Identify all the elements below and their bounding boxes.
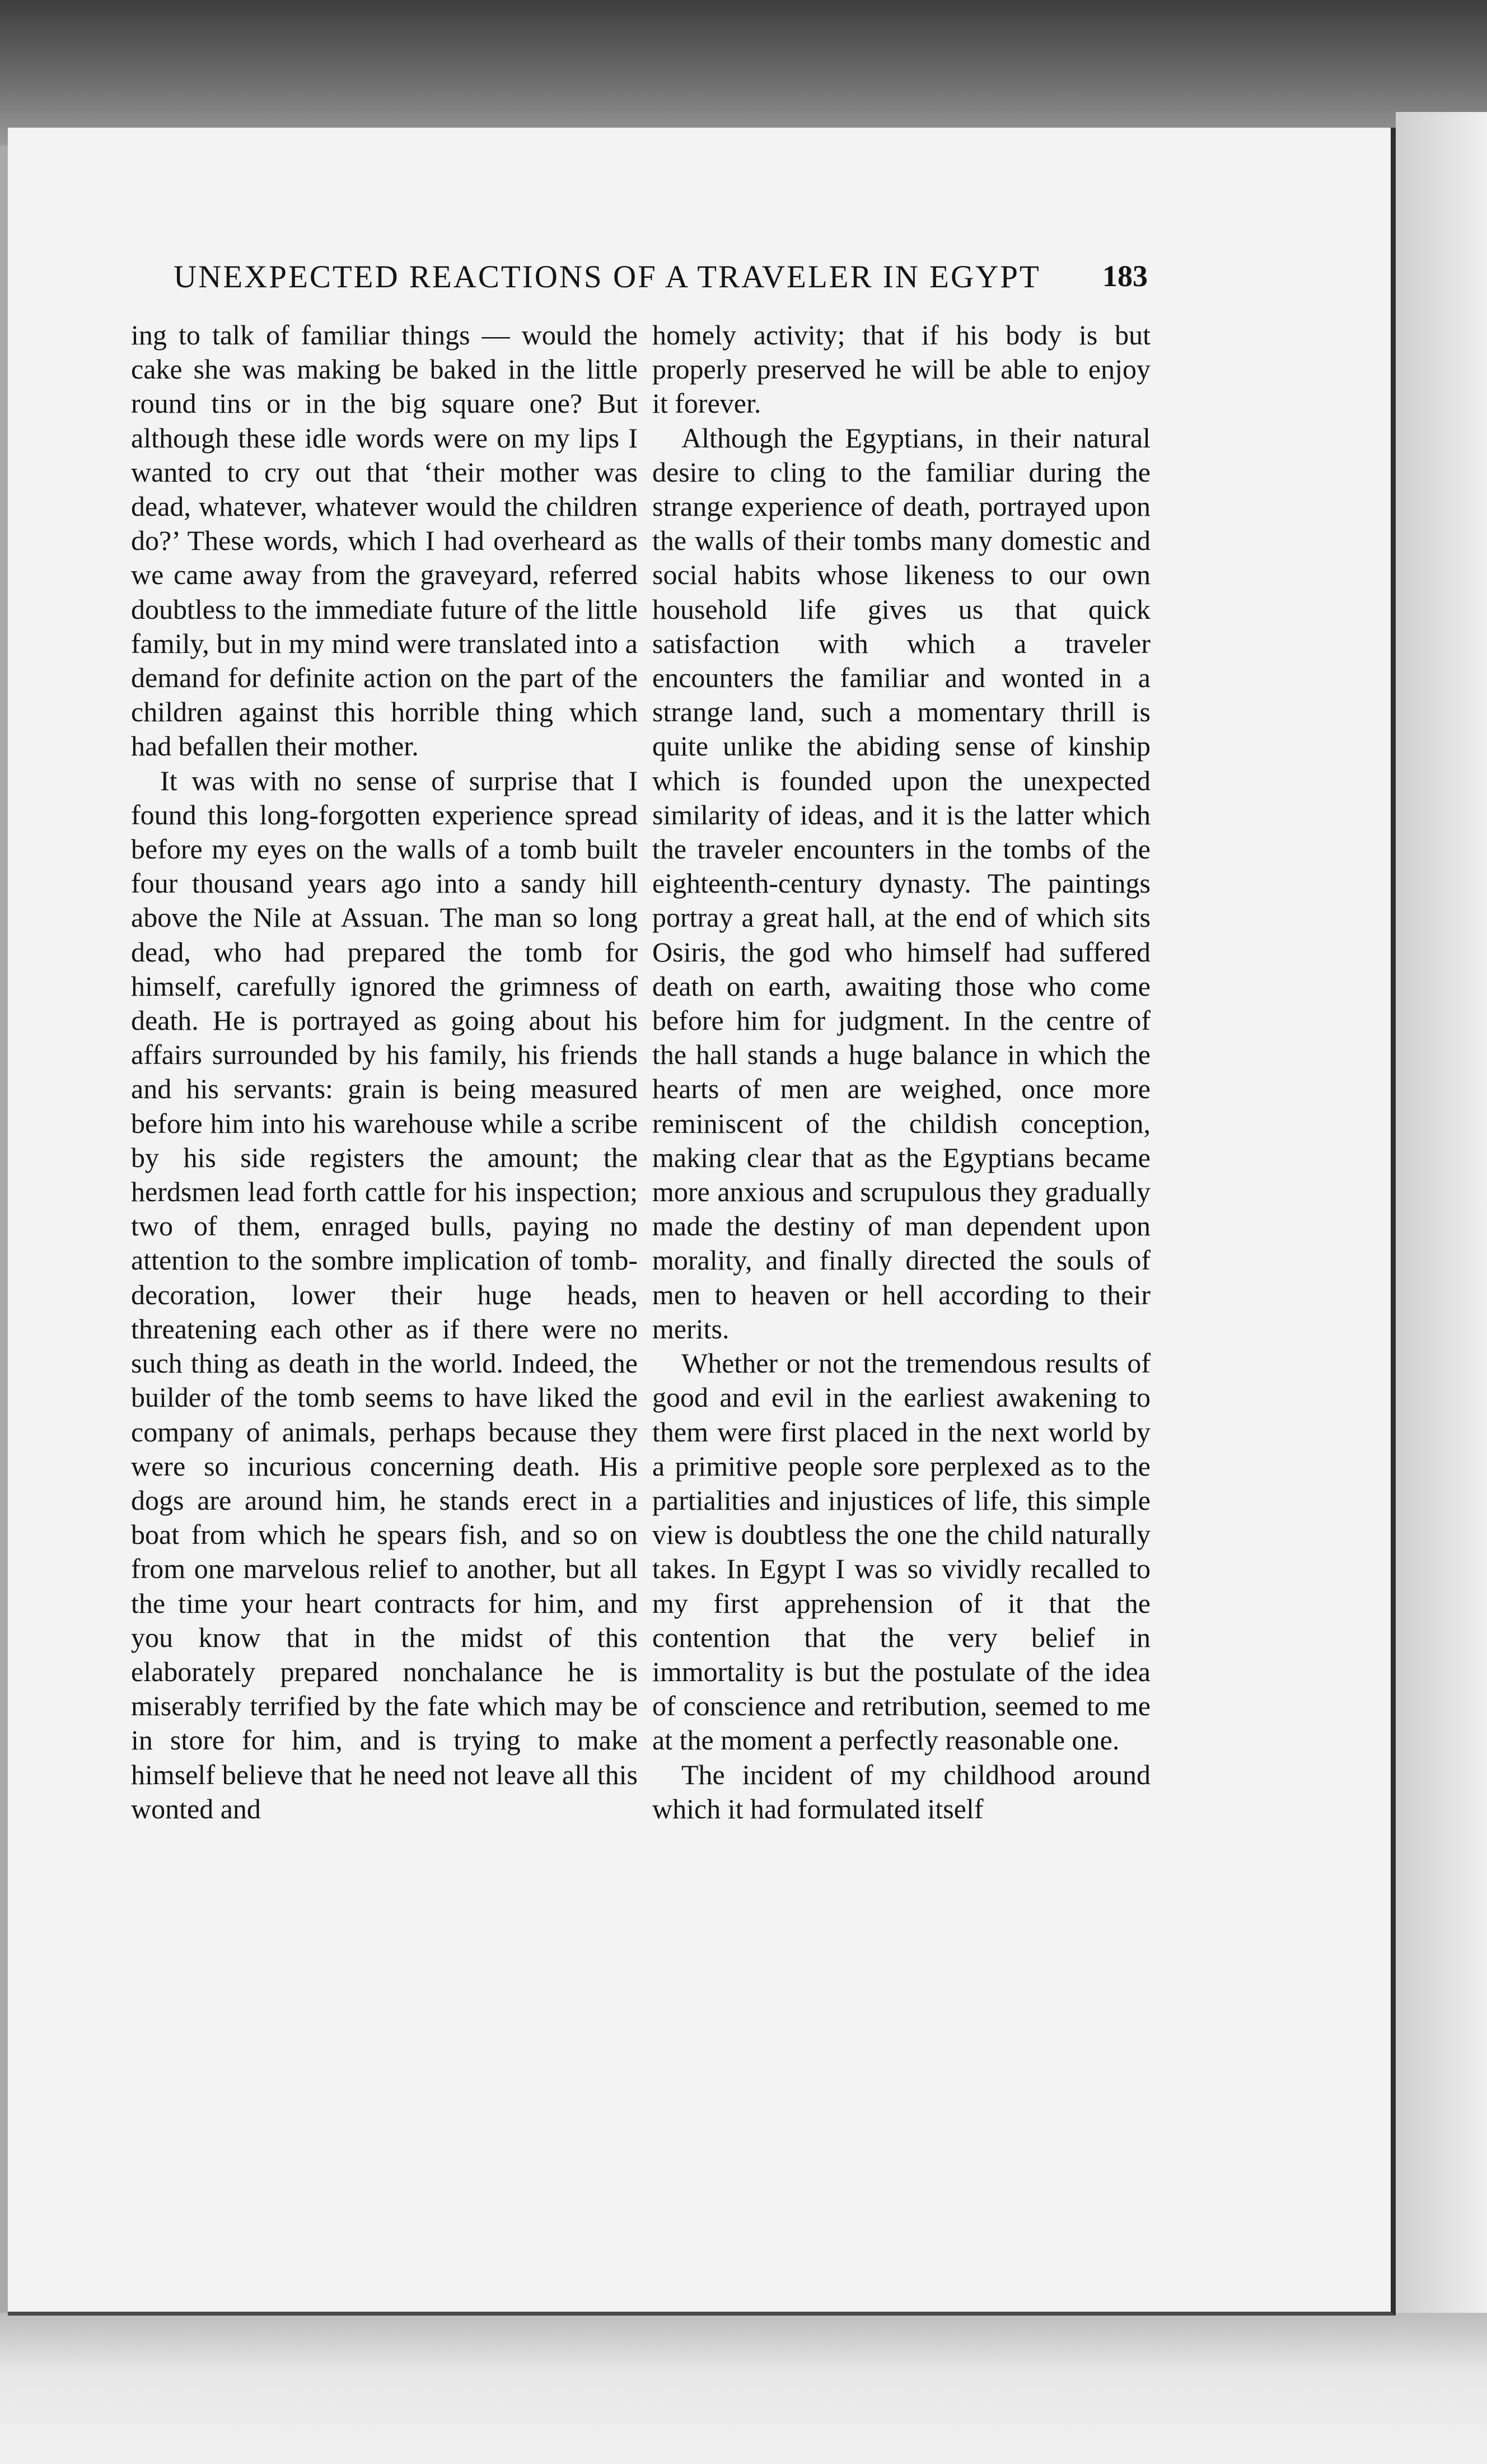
scan-right-margin: [1396, 112, 1487, 2313]
scan-top-border: [0, 0, 1487, 146]
page-number: 183: [1102, 259, 1148, 293]
paragraph: Although the Egyptians, in their natural desire to cling to the familiar during the strange experience of death, portrayed upon the walls of their tombs many domestic and social habits whose likeness to our own household life gives us that quick satisfaction with which a traveler encounters the familiar and wonted in a strange land, such a momentary thrill is quite unlike the abiding sense of kinship which is founded upon the unexpected similarity of ideas, and it is the latter which the traveler encounters in the tombs of the eighteenth-century dynasty. The paintings portray a great hall, at the end of which sits Osiris, the god who himself had suffered death on earth, awaiting those who come before him for judgment. In the centre of the hall stands a huge balance in which the hearts of men are weighed, once more reminiscent of the childish conception, making clear that as the Egyptians became more anxious and scrupulous they gradually made the destiny of man dependent upon morality, and finally directed the souls of men to heaven or hell according to their merits.: [652, 422, 1151, 1345]
paragraph: ing to talk of familiar things — would the cake she was making be baked in the little round tins or in the big square one? But although these idle words were on my lips I wanted to cry out that ‘their mother was dead, whatever, whatever would the children do?’ These words, which I had overheard as we came away from the graveyard, referred doubtless to the immediate future of the little family, but in my mind were translated into a demand for definite action on the part of the children against this horrible thing which had befallen their mother.: [131, 319, 638, 762]
page-header: [174, 259, 1148, 298]
paragraph: It was with no sense of surprise that I found this long-forgotten experience spread before my eyes on the walls of a tomb built four thousand years ago into a sandy hill above the Nile at Assuan. The man so long dead, who had prepared the tomb for himself, carefully ignored the grimness of death. He is portrayed as going about his affairs surrounded by his family, his friends and his servants: grain is being measured before him into his warehouse while a scribe by his side registers the amount; the herdsmen lead forth cattle for his inspection; two of them, enraged bulls, paying no attention to the sombre implication of tomb-decoration, lower their huge heads, threatening each other as if there were no such thing as death in the world. Indeed, the builder of the tomb seems to have liked the company of animals, perhaps because they were so incurious concerning death. His dogs are around him, he stands erect in a boat from which he spears fish, and so on from one marvelous relief to another, but all the time your heart contracts for him, and you know that in the midst of this elaborately prepared nonchalance he is miserably terrified by the fate which may be in store for him, and is trying to make himself believe that he need not leave all this wonted and: [131, 764, 638, 1824]
left-column: [131, 318, 638, 1826]
scan-bottom-border: [0, 2313, 1487, 2464]
right-column: [652, 318, 1151, 1826]
paragraph: homely activity; that if his body is but properly preserved he will be able to enjoy it forever.: [652, 319, 1151, 419]
running-title: UNEXPECTED REACTIONS OF A TRAVELER IN EGYPT: [174, 259, 1041, 295]
paragraph: Whether or not the tremendous results of good and evil in the earliest awakening to them were first placed in the next world by a primitive people sore perplexed as to the partialities and injustices of life, this simple view is doubtless the one the child naturally takes. In Egypt I was so vividly recalled to my first apprehension of it that the contention that the very belief in immortality is but the postulate of the idea of conscience and retribution, seemed to me at the moment a perfectly reasonable one.: [652, 1347, 1151, 1756]
paragraph: The incident of my childhood around which it had formulated itself: [652, 1758, 1151, 1824]
